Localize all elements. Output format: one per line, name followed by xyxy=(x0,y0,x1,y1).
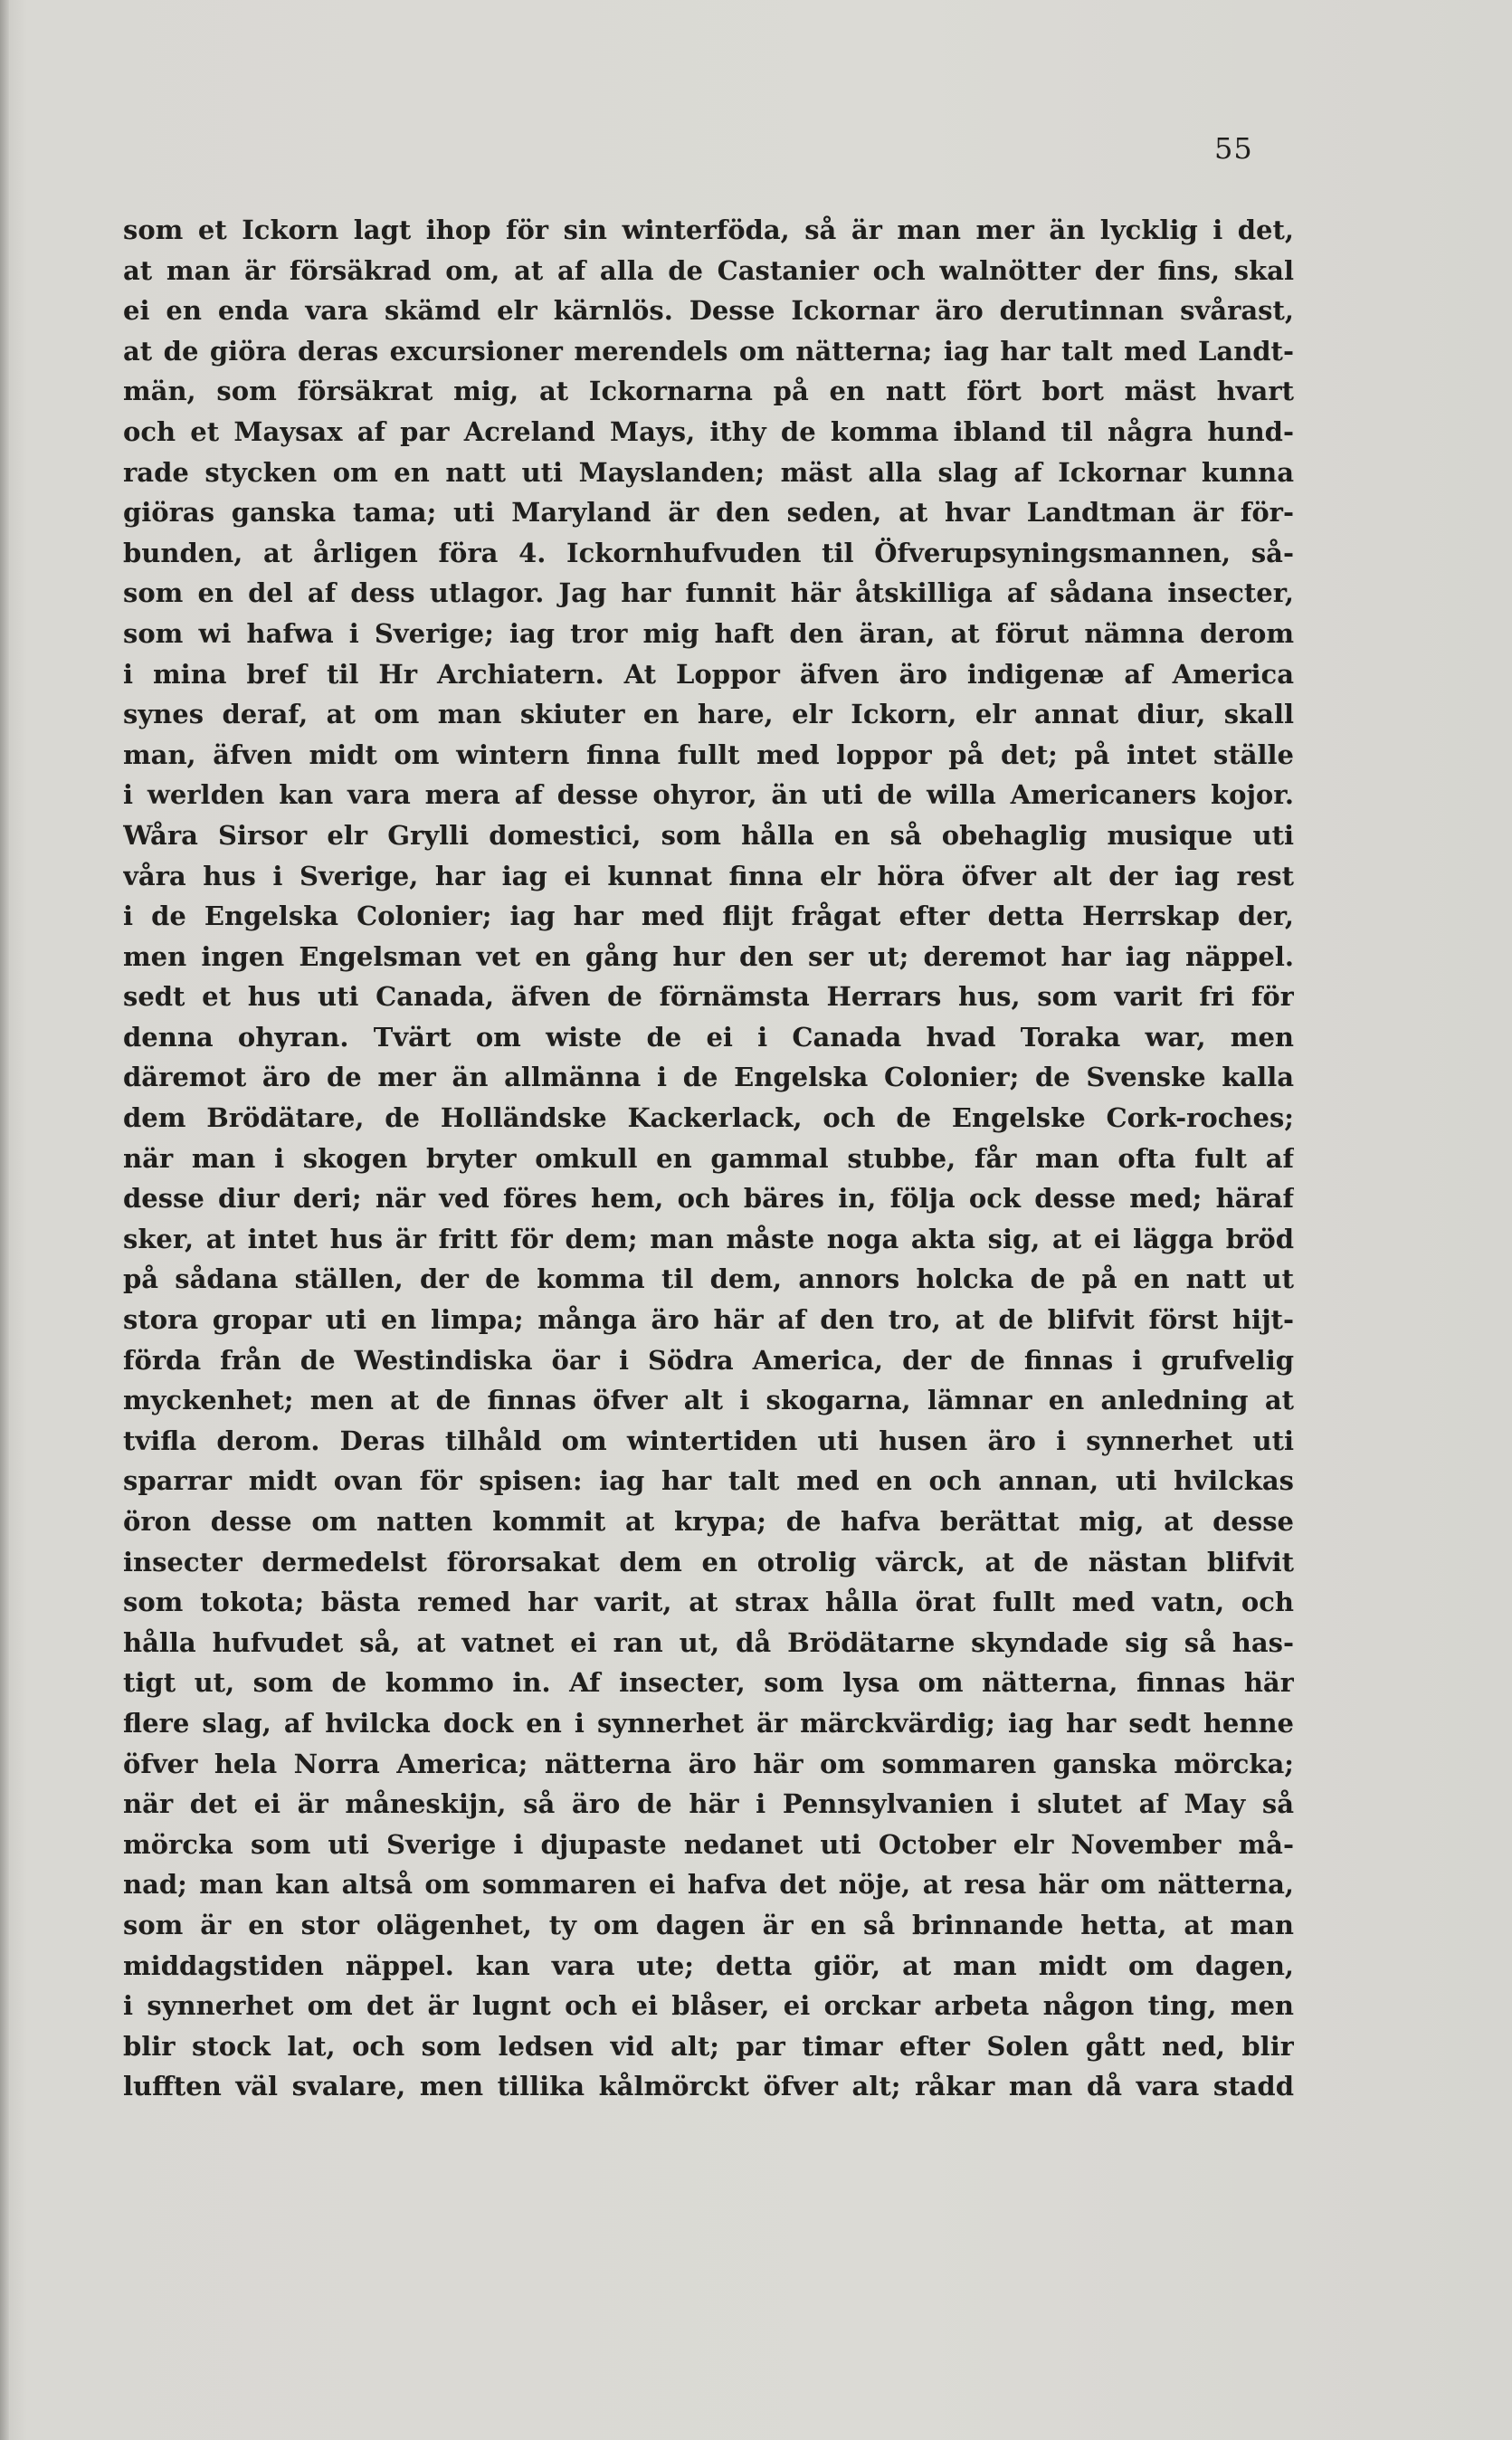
text-line: öfver hela Norra America; nätterna äro här om sommaren ganska mörcka; xyxy=(123,1748,1294,1779)
text-line: förda från de Westindiska öar i Södra America, der de finnas i grufvelig xyxy=(123,1344,1294,1376)
text-line: rade stycken om en natt uti Mayslanden; mäst alla slag af Ickornar kunna xyxy=(123,456,1294,488)
text-line: våra hus i Sverige, har iag ei kunnat finna elr höra öfver alt der iag rest xyxy=(123,860,1294,891)
text-line: som et Ickorn lagt ihop för sin winterföda, så är man mer än lycklig i det, xyxy=(123,214,1294,245)
text-line: i mina bref til Hr Archiatern. At Loppor äfven äro indigenæ af America xyxy=(123,658,1294,690)
text-line: at man är försäkrad om, at af alla de Castanier och walnötter der fins, skal xyxy=(123,254,1294,286)
text-line: män, som försäkrat mig, at Ickornarna på en natt fört bort mäst hvart xyxy=(123,376,1294,407)
page-number: 55 xyxy=(1214,131,1253,166)
text-line: däremot äro de mer än allmänna i de Engelska Colonier; de Svenske kalla xyxy=(123,1062,1294,1093)
text-line: tigt ut, som de kommo in. Af insecter, som lysa om nätterna, finnas här xyxy=(123,1667,1294,1699)
text-line: flere slag, af hvilcka dock en i synnerhet är märckvärdig; iag har sedt henne xyxy=(123,1707,1294,1739)
text-line: dem Brödätare, de Holländske Kackerlack, och de Engelske Cork-roches; xyxy=(123,1102,1294,1134)
text-line: sker, at intet hus är fritt för dem; man måste noga akta sig, at ei lägga bröd xyxy=(123,1223,1294,1254)
text-line: som tokota; bästa remed har varit, at strax hålla örat fullt med vatn, och xyxy=(123,1587,1294,1618)
text-line: middagstiden näppel. kan vara ute; detta giör, at man midt om dagen, xyxy=(123,1949,1294,1981)
text-line: men ingen Engelsman vet en gång hur den ser ut; deremot har iag näppel. xyxy=(123,940,1294,972)
text-line: Wåra Sirsor elr Grylli domestici, som hålla en så obehaglig musique uti xyxy=(123,819,1294,851)
text-line: stora gropar uti en limpa; många äro här af den tro, at de blifvit först hijt- xyxy=(123,1304,1294,1336)
text-line: ei en enda vara skämd elr kärnlös. Desse Ickornar äro derutinnan svårast, xyxy=(123,295,1294,327)
text-line: myckenhet; men at de finnas öfver alt i skogarna, lämnar en anledning at xyxy=(123,1385,1294,1416)
text-line: när man i skogen bryter omkull en gammal stubbe, får man ofta fult af xyxy=(123,1142,1294,1174)
text-line: när det ei är måneskijn, så äro de här i Pennsylvanien i slutet af May så xyxy=(123,1788,1294,1820)
text-line: nad; man kan altså om sommaren ei hafva det nöje, at resa här om nätterna, xyxy=(123,1869,1294,1901)
text-line: giöras ganska tama; uti Maryland är den seden, at hvar Landtman är för- xyxy=(123,497,1294,529)
text-line: tvifla derom. Deras tilhåld om wintertiden uti husen äro i synnerhet uti xyxy=(123,1425,1294,1456)
text-line: desse diur deri; när ved föres hem, och bäres in, följa ock desse med; häraf xyxy=(123,1183,1294,1215)
text-line: som wi hafwa i Sverige; iag tror mig haft den äran, at förut nämna derom xyxy=(123,617,1294,649)
text-line: som är en stor olägenhet, ty om dagen är en så brinnande hetta, at man xyxy=(123,1909,1294,1940)
text-line: i de Engelska Colonier; iag har med flijt frågat efter detta Herrskap der, xyxy=(123,901,1294,932)
text-line: bunden, at årligen föra 4. Ickornhufvuden til Öfverupsyningsmannen, så- xyxy=(123,537,1294,568)
text-line: blir stock lat, och som ledsen vid alt; par timar efter Solen gått ned, blir xyxy=(123,2030,1294,2062)
text-line: man, äfven midt om wintern finna fullt med loppor på det; på intet ställe xyxy=(123,739,1294,770)
text-line: som en del af dess utlagor. Jag har funnit här åtskilliga af sådana insecter, xyxy=(123,577,1294,609)
text-line: lufften väl svalare, men tillika kålmörckt öfver alt; råkar man då vara stadd xyxy=(123,2071,1294,2102)
text-line: sparrar midt ovan för spisen: iag har talt med en och annan, uti hvilckas xyxy=(123,1465,1294,1497)
text-line: i werlden kan vara mera af desse ohyror, än uti de willa Americaners kojor. xyxy=(123,779,1294,811)
text-line: och et Maysax af par Acreland Mays, ithy de komma ibland til några hund- xyxy=(123,415,1294,447)
body-text xyxy=(123,210,1294,2107)
text-line: i synnerhet om det är lugnt och ei blåser, ei orckar arbeta någon ting, men xyxy=(123,1990,1294,2022)
text-line: öron desse om natten kommit at krypa; de hafva berättat mig, at desse xyxy=(123,1506,1294,1537)
text-line: mörcka som uti Sverige i djupaste nedanet uti October elr November må- xyxy=(123,1828,1294,1860)
text-line: på sådana ställen, der de komma til dem, annors holcka de på en natt ut xyxy=(123,1263,1294,1295)
text-line: insecter dermedelst förorsakat dem en otrolig värck, at de nästan blifvit xyxy=(123,1546,1294,1577)
text-line: denna ohyran. Tvärt om wiste de ei i Canada hvad Toraka war, men xyxy=(123,1021,1294,1053)
text-line: hålla hufvudet så, at vatnet ei ran ut, då Brödätarne skyndade sig så has- xyxy=(123,1626,1294,1658)
page-gutter-shadow xyxy=(0,0,9,2440)
text-line: synes deraf, at om man skiuter en hare, elr Ickorn, elr annat diur, skall xyxy=(123,699,1294,730)
text-line: sedt et hus uti Canada, äfven de förnämsta Herrars hus, som varit fri för xyxy=(123,981,1294,1013)
text-line: at de giöra deras excursioner merendels om nätterna; iag har talt med Landt- xyxy=(123,335,1294,367)
